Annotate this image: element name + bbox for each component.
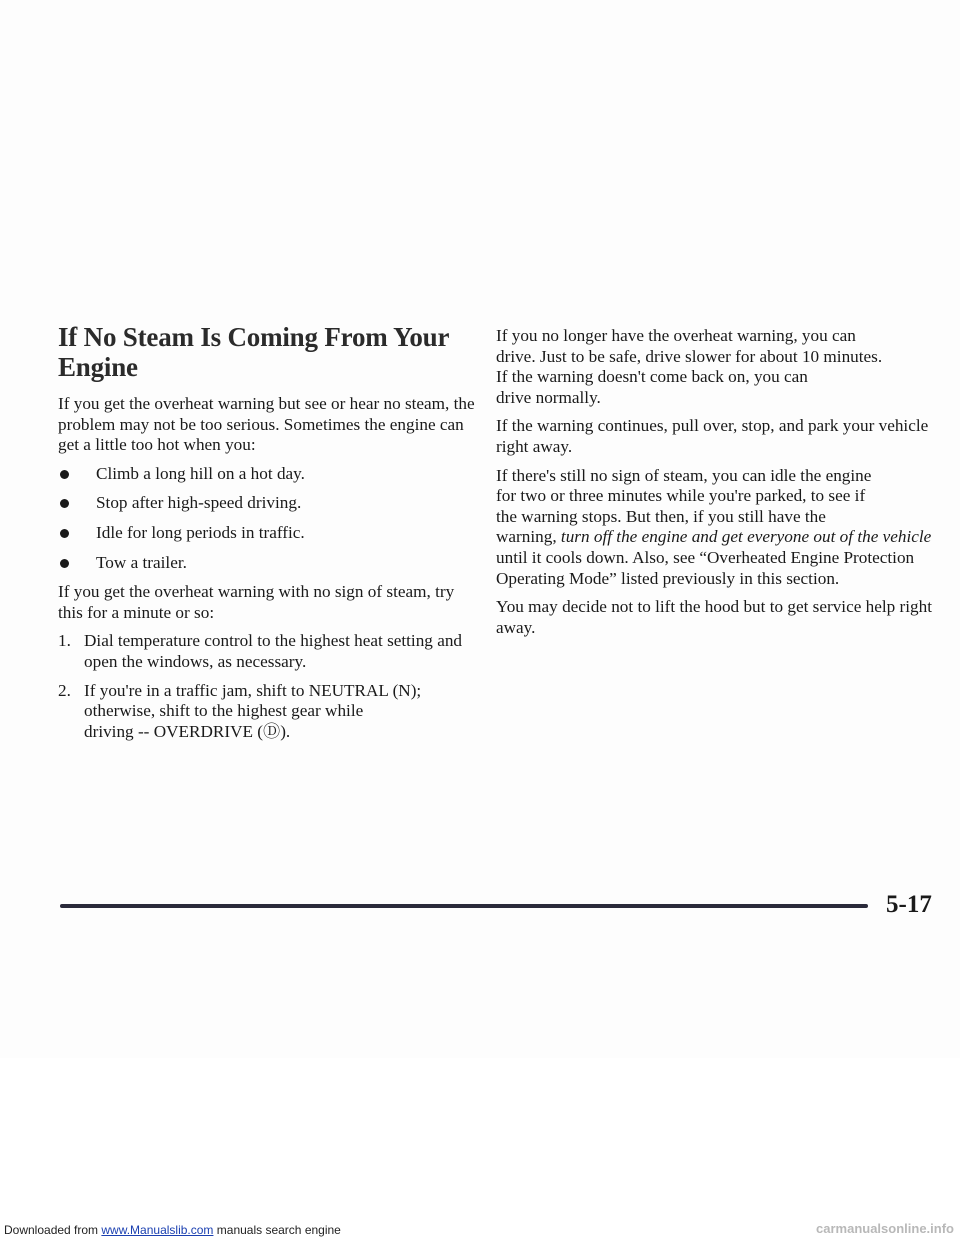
intro-paragraph: If you get the overheat warning but see or hear no steam, the problem may not be too serious. Sometimes the engine can get a little too hot when you: bbox=[58, 394, 475, 455]
bullet-icon bbox=[60, 470, 69, 479]
step-number: 2. bbox=[58, 680, 71, 700]
watermark-text: carmanualsonline.info bbox=[816, 1221, 954, 1236]
steps-intro-paragraph: If you get the overheat warning with no sign of steam, try this for a minute or so: bbox=[58, 582, 455, 622]
list-item: Tow a trailer. bbox=[58, 553, 478, 574]
download-footer: Downloaded from www.Manualslib.com manuals search engine bbox=[4, 1223, 341, 1237]
step-item bbox=[58, 681, 478, 743]
conditions-list bbox=[58, 464, 478, 573]
page-number: 5-17 bbox=[886, 891, 932, 918]
step-text-line: If you're in a traffic jam, shift to NEUTRAL (N); bbox=[84, 680, 422, 700]
list-item: Climb a long hill on a hot day. bbox=[58, 464, 478, 485]
paragraph-idle-engine: If there's still no sign of steam, you can idle the engine for two or three minutes while you're parked, to see if the warning stops. But then, if you still have the warning, turn off the engine and get everyone out of the vehicle until it cools down. Also, see “Overheated Engine Protection Operating Mode” listed previously in this section. bbox=[496, 465, 932, 588]
section-heading: If No Steam Is Coming From Your Engine bbox=[58, 322, 449, 382]
step-text-line: otherwise, shift to the highest gear while bbox=[84, 701, 364, 721]
manualslib-link[interactable]: www.Manualslib.com bbox=[101, 1223, 214, 1237]
steps-list bbox=[58, 631, 478, 742]
emphasis-text: vehicle bbox=[882, 527, 932, 547]
bullet-icon bbox=[60, 499, 69, 508]
paragraph-warning-continues: If the warning continues, pull over, stop, and park your vehicle right away. bbox=[496, 416, 929, 456]
right-column bbox=[496, 326, 942, 646]
footer-rule bbox=[60, 904, 868, 908]
paragraph-service-help: You may decide not to lift the hood but to get service help right away. bbox=[496, 597, 932, 637]
list-item: Idle for long periods in traffic. bbox=[58, 523, 478, 544]
emphasis-text: turn off the engine and get everyone out of the bbox=[560, 527, 879, 547]
step-number: 1. bbox=[58, 631, 71, 651]
step-item bbox=[58, 631, 478, 672]
list-item: Stop after high-speed driving. bbox=[58, 493, 478, 514]
step-text-line: driving -- OVERDRIVE (Ⓓ). bbox=[84, 721, 291, 741]
bullet-icon bbox=[60, 559, 69, 568]
left-column bbox=[58, 322, 478, 750]
step-text: Dial temperature control to the highest heat setting and open the windows, as necessary. bbox=[84, 631, 463, 671]
bullet-icon bbox=[60, 529, 69, 538]
paragraph-no-warning: If you no longer have the overheat warning, you can drive. Just to be safe, drive slower for about 10 minutes. If the warning doesn't come back on, you can drive normally. bbox=[496, 326, 883, 407]
